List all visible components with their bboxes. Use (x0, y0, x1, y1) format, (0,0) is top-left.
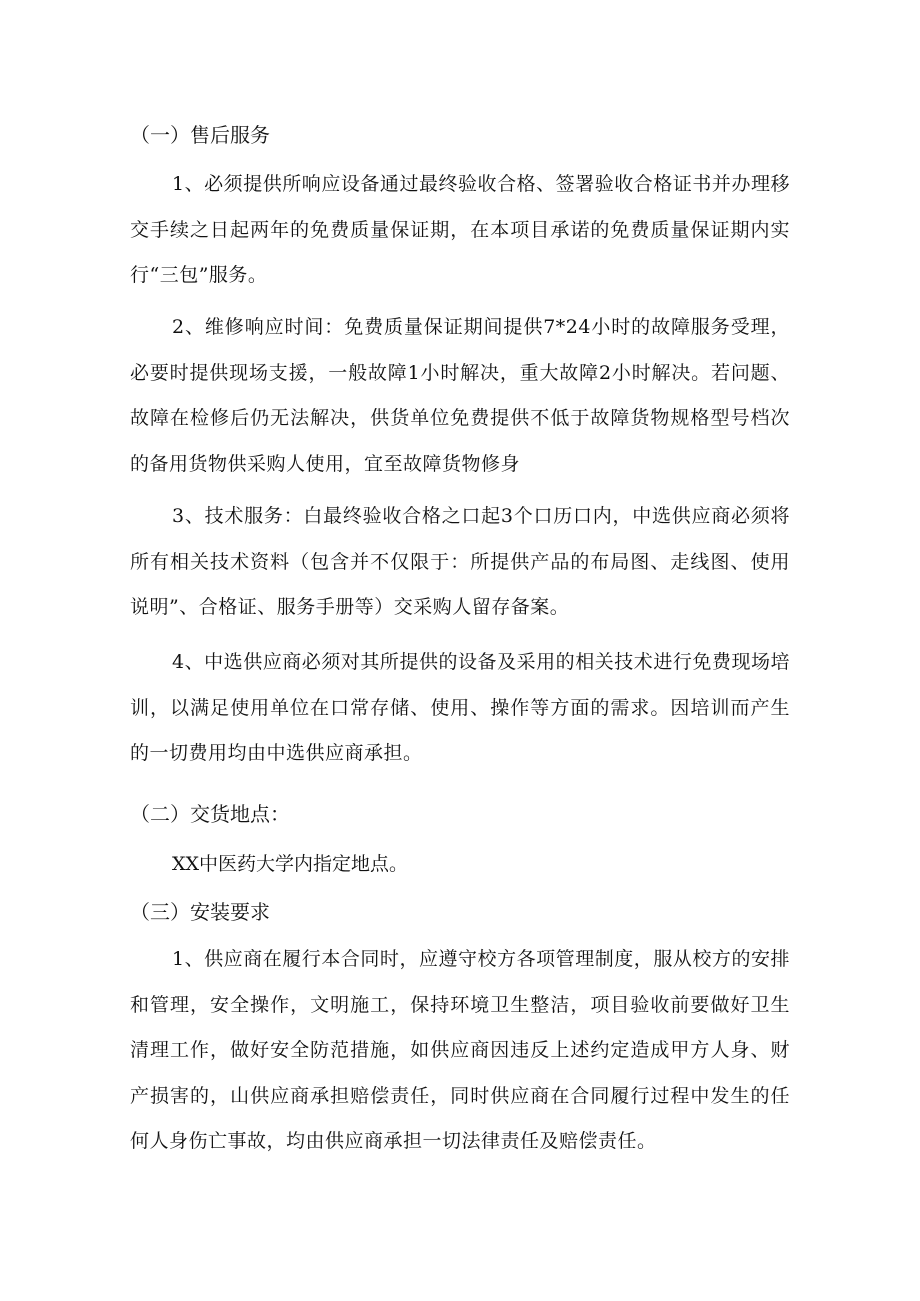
section-heading-installation: （三）安装要求 (130, 900, 270, 924)
section-heading-delivery: （二）交货地点： (130, 802, 290, 826)
after-sales-item-3: 3、技术服务：白最终验收合格之口起3个口历口内，中选供应商必须将所有相关技术资料（包含并不仅限于：所提供产品的布局图、走线图、使用说明”、合格证、服务手册等）交采购人留存备案。 (130, 505, 790, 618)
installation-item-1: 1、供应商在履行本合同时，应遵守校方各项管理制度，服从校方的安排和管理，安全操作，文明施工，保持环境卫生整洁，项目验收前要做好卫生清理工作，做好安全防范措施，如供应商因违反上述约定造成甲方人身、财产损害的，山供应商承担赔偿责任，同时供应商在合同履行过程中发生的任何人身伤亡事故，均由供应商承担一切法律责任及赔偿责任。 (130, 948, 790, 1152)
after-sales-item-2: 2、维修响应时间：免费质量保证期间提供7*24小时的故障服务受理，必要时提供现场支援，一般故障1小时解决，重大故障2小时解决。若问题、故障在检修后仍无法解决，供货单位免费提供不低于故障货物规格型号档次的备用货物供采购人使用，宜至故障货物修身 (130, 316, 790, 475)
section-heading-after-sales: （一）售后服务 (130, 123, 270, 147)
after-sales-item-1: 1、必须提供所响应设备通过最终验收合格、签署验收合格证书并办理移交手续之日起两年的免费质量保证期，在本项目承诺的免费质量保证期内实行“三包”服务。 (130, 173, 790, 286)
after-sales-item-4: 4、中选供应商必须对其所提供的设备及采用的相关技术进行免费现场培训，以满足使用单位在口常存储、使用、操作等方面的需求。因培训而产生的一切费用均由中选供应商承担。 (130, 651, 790, 764)
delivery-location-text: XX中医药大学内指定地点。 (172, 853, 409, 875)
